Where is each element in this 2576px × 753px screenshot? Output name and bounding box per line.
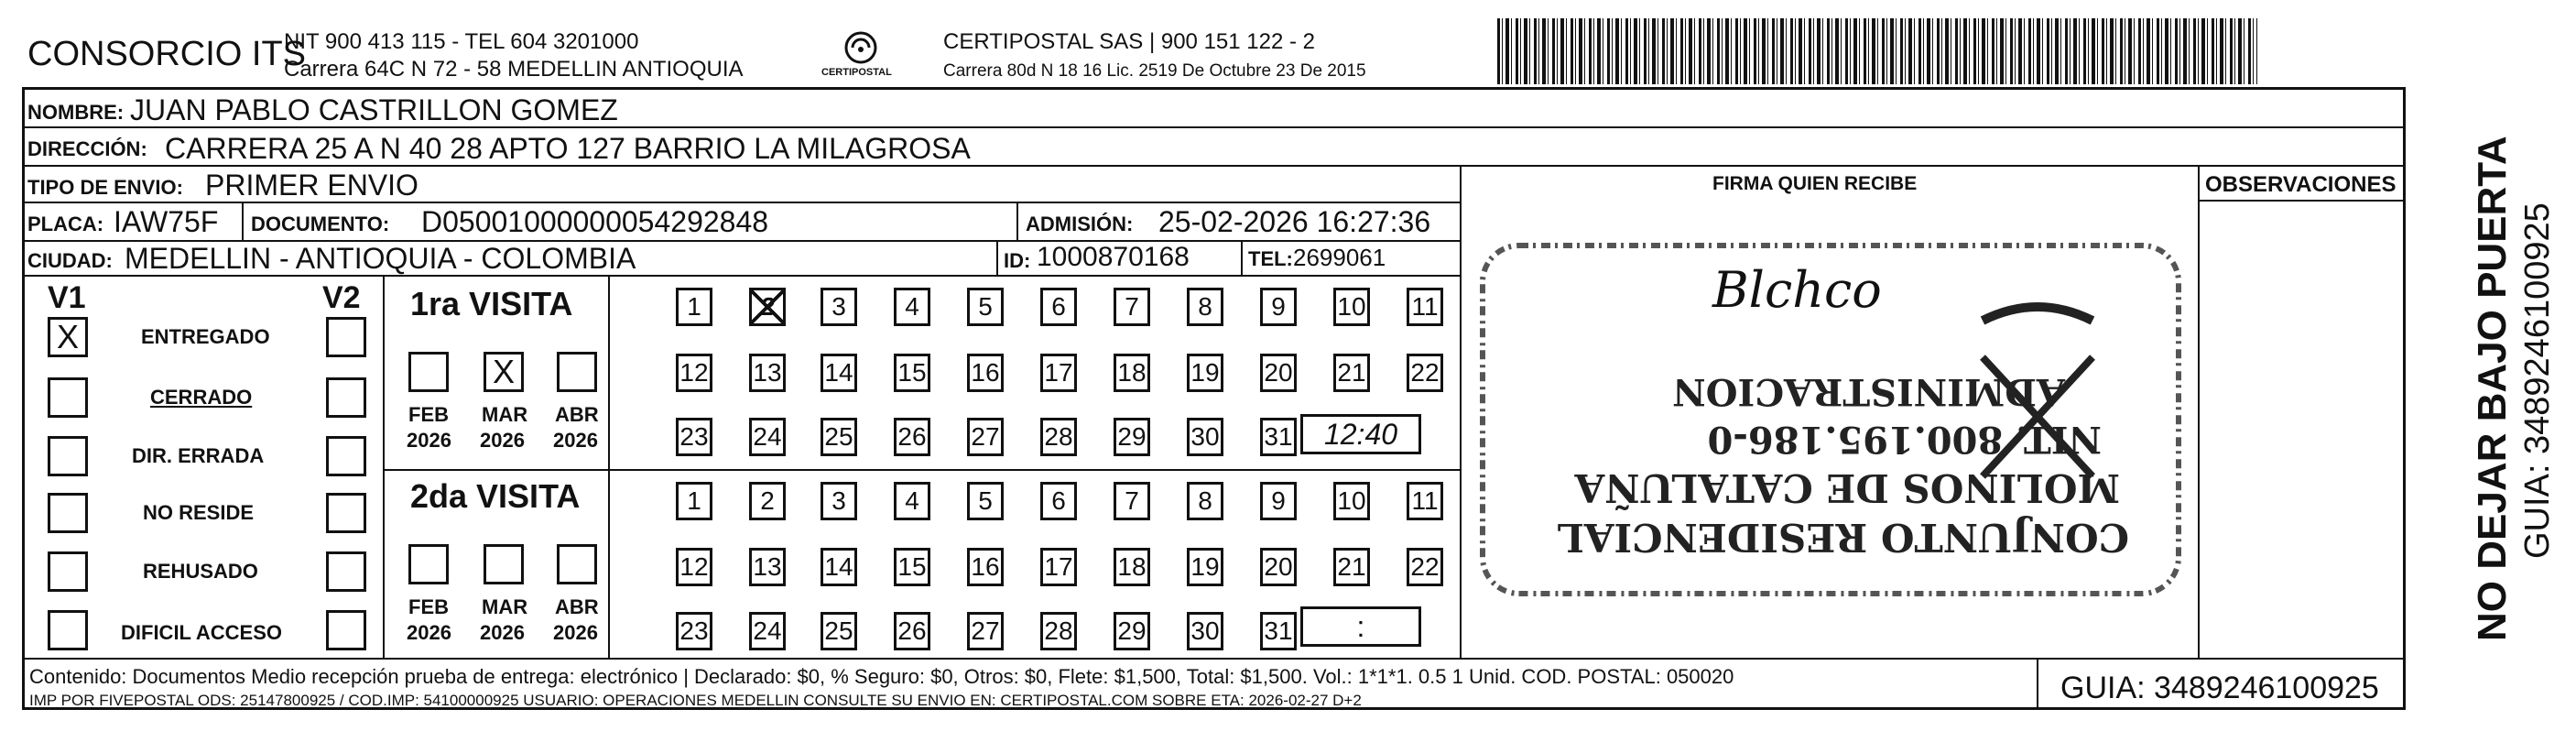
visit1-day-14[interactable]: 14 [821, 354, 857, 392]
visit2-year-feb: 2026 [407, 621, 451, 644]
status-label-cerrado: CERRADO [150, 386, 253, 409]
visit1-day-31[interactable]: 31 [1260, 418, 1297, 456]
visit1-month-abr: ABR [555, 403, 599, 426]
visit1-year-feb: 2026 [407, 429, 451, 452]
visit1-day-27[interactable]: 27 [967, 418, 1004, 456]
visit1-day-16[interactable]: 16 [967, 354, 1004, 392]
carrier-line: CERTIPOSTAL SAS | 900 151 122 - 2 [943, 29, 1315, 54]
name-label: NOMBRE: [27, 101, 125, 124]
status-label-no-reside: NO RESIDE [143, 501, 255, 524]
admission-value: 25-02-2026 16:27:36 [1158, 205, 1431, 238]
address-label: DIRECCIÓN: [27, 137, 147, 160]
tel-value: 2699061 [1293, 244, 1386, 271]
visit2-day-1[interactable]: 1 [676, 482, 712, 520]
visit2-abr-checkbox[interactable] [557, 544, 597, 584]
visit1-day-18[interactable]: 18 [1114, 354, 1150, 392]
footer-guide: GUIA: 3489246100925 [2060, 671, 2379, 705]
v2-cerrado-checkbox[interactable] [326, 377, 366, 418]
v2-header: V2 [322, 280, 361, 315]
visit2-day-2[interactable]: 2 [749, 482, 786, 520]
visit2-month-abr: ABR [555, 595, 599, 618]
status-label-rehusado: REHUSADO [143, 560, 258, 583]
visit1-day-13[interactable]: 13 [749, 354, 786, 392]
visit2-mar-checkbox[interactable] [484, 544, 524, 584]
v2-dificil-acceso-checkbox[interactable] [326, 610, 366, 650]
visit1-day-21[interactable]: 21 [1333, 354, 1370, 392]
visit2-day-22[interactable]: 22 [1407, 548, 1443, 586]
visit2-day-24[interactable]: 24 [749, 612, 786, 650]
visit1-feb-checkbox[interactable] [408, 352, 449, 392]
visit1-day-9[interactable]: 9 [1260, 288, 1297, 326]
visit1-day-23[interactable]: 23 [676, 418, 712, 456]
visit2-year-abr: 2026 [553, 621, 598, 644]
visit2-day-5[interactable]: 5 [967, 482, 1004, 520]
observations-header: OBSERVACIONES [2205, 172, 2397, 197]
shipment-type: PRIMER ENVIO [205, 169, 418, 202]
footer-print-line: IMP POR FIVEPOSTAL ODS: 25147800925 / COD.IMP: 54100000925 USUARIO: OPERACIONES MEDELLIN CONSULTE SU ENVIO EN: CERTIPOSTAL.COM SOBRE ETA: 2026-02-27 D+2 [29, 692, 1362, 709]
visit1-day-22[interactable]: 22 [1407, 354, 1443, 392]
city-label: CIUDAD: [27, 249, 113, 272]
v2-no-reside-checkbox[interactable] [326, 493, 366, 533]
recipient-name: JUAN PABLO CASTRILLON GOMEZ [130, 93, 618, 126]
id-value: 1000870168 [1037, 242, 1190, 272]
stamp-line-1: CONJUNTO RESIDENCIAL [1557, 515, 2129, 560]
company-address: Carrera 64C N 72 - 58 MEDELLIN ANTIOQUIA [284, 57, 744, 82]
visit2-day-19[interactable]: 19 [1187, 548, 1223, 586]
v1-dificil-acceso-checkbox[interactable] [48, 610, 88, 650]
visit2-day-25[interactable]: 25 [821, 612, 857, 650]
certipostal-logo [820, 27, 902, 82]
visit2-day-4[interactable]: 4 [894, 482, 930, 520]
status-label-entregado: ENTREGADO [141, 325, 270, 348]
visit2-day-17[interactable]: 17 [1040, 548, 1077, 586]
visit2-day-26[interactable]: 26 [894, 612, 930, 650]
visit1-day-30[interactable]: 30 [1187, 418, 1223, 456]
document-value: D05001000000054292848 [421, 205, 769, 238]
side-guide: GUIA: 3489246100925 [2518, 202, 2557, 559]
visit1-title: 1ra VISITA [410, 285, 573, 322]
visit2-day-18[interactable]: 18 [1114, 548, 1150, 586]
company-nit: NIT 900 413 115 - TEL 604 3201000 [284, 29, 639, 54]
visit2-day-6[interactable]: 6 [1040, 482, 1077, 520]
visit1-day-2[interactable]: 2 [749, 288, 786, 326]
plate-value: IAW75F [114, 205, 219, 238]
visit1-day-17[interactable]: 17 [1040, 354, 1077, 392]
visit1-day-8[interactable]: 8 [1187, 288, 1223, 326]
visit2-feb-checkbox[interactable] [408, 544, 449, 584]
visit1-day-15[interactable]: 15 [894, 354, 930, 392]
v1-entregado-checkbox[interactable]: X [48, 317, 88, 357]
visit1-day-29[interactable]: 29 [1114, 418, 1150, 456]
v2-rehusado-checkbox[interactable] [326, 551, 366, 592]
visit1-day-3[interactable]: 3 [821, 288, 857, 326]
visit1-day-28[interactable]: 28 [1040, 418, 1077, 456]
visit2-day-9[interactable]: 9 [1260, 482, 1297, 520]
visit1-day-26[interactable]: 26 [894, 418, 930, 456]
visit2-title: 2da VISITA [410, 477, 581, 515]
status-label-dir-errada: DIR. ERRADA [132, 444, 265, 467]
stamp-line-2: MOLINOS DE CATALUÑA [1574, 465, 2120, 510]
visit2-day-12[interactable]: 12 [676, 548, 712, 586]
visit2-day-21[interactable]: 21 [1333, 548, 1370, 586]
visit2-day-30[interactable]: 30 [1187, 612, 1223, 650]
visit2-month-feb: FEB [408, 595, 449, 618]
visit2-day-16[interactable]: 16 [967, 548, 1004, 586]
visit2-day-28[interactable]: 28 [1040, 612, 1077, 650]
visit2-day-27[interactable]: 27 [967, 612, 1004, 650]
visit2-day-23[interactable]: 23 [676, 612, 712, 650]
visit1-mar-checkbox[interactable]: X [484, 352, 524, 392]
visit1-day-10[interactable]: 10 [1333, 288, 1370, 326]
handwritten-signature: Blchco [1712, 261, 1882, 319]
visit1-time[interactable]: 12:40 [1300, 414, 1421, 454]
admission-label: ADMISIÓN: [1026, 213, 1134, 235]
plate-label: PLACA: [27, 213, 104, 235]
visit1-month-feb: FEB [408, 403, 449, 426]
stamp-line-3: NIT. 800.195.186-0 [1707, 418, 2102, 461]
visit1-year-mar: 2026 [480, 429, 525, 452]
visit1-day-6[interactable]: 6 [1040, 288, 1077, 326]
signature-header: FIRMA QUIEN RECIBE [1712, 173, 1918, 194]
visit2-day-20[interactable]: 20 [1260, 548, 1297, 586]
document-label: DOCUMENTO: [251, 213, 390, 235]
company-name: CONSORCIO ITS [27, 35, 307, 73]
type-label: TIPO DE ENVIO: [27, 176, 183, 199]
visit1-day-4[interactable]: 4 [894, 288, 930, 326]
v1-rehusado-checkbox[interactable] [48, 551, 88, 592]
visit1-day-25[interactable]: 25 [821, 418, 857, 456]
visit1-day-5[interactable]: 5 [967, 288, 1004, 326]
visit1-day-1[interactable]: 1 [676, 288, 712, 326]
barcode [1497, 18, 2257, 84]
footer-content-line: Contenido: Documentos Medio recepción prueba de entrega: electrónico | Declarado: $0, % Seguro: $0, Otros: $0, Flete: $1,500, Total: $1,500. Vol.: 1*1*1. 0.5 1 Unid. COD. POSTAL: 050020 [29, 665, 1734, 688]
visit2-day-10[interactable]: 10 [1333, 482, 1370, 520]
visit1-day-11[interactable]: 11 [1407, 288, 1443, 326]
status-label-dificil-acceso: DIFICIL ACCESO [121, 621, 283, 644]
visit2-year-mar: 2026 [480, 621, 525, 644]
visit1-year-abr: 2026 [553, 429, 598, 452]
tel-label: TEL: [1248, 247, 1293, 270]
visit1-day-24[interactable]: 24 [749, 418, 786, 456]
id-label: ID: [1004, 249, 1031, 272]
v2-entregado-checkbox[interactable] [326, 317, 366, 357]
v2-dir-errada-checkbox[interactable] [326, 436, 366, 476]
visit2-day-11[interactable]: 11 [1407, 482, 1443, 520]
visit2-day-15[interactable]: 15 [894, 548, 930, 586]
visit2-day-14[interactable]: 14 [821, 548, 857, 586]
stamp-line-4: ADMINISTRACION [1672, 370, 2065, 413]
visit2-day-13[interactable]: 13 [749, 548, 786, 586]
v1-cerrado-checkbox[interactable] [48, 377, 88, 418]
v1-dir-errada-checkbox[interactable] [48, 436, 88, 476]
visit1-day-19[interactable]: 19 [1187, 354, 1223, 392]
visit2-day-7[interactable]: 7 [1114, 482, 1150, 520]
visit2-day-31[interactable]: 31 [1260, 612, 1297, 650]
visit2-time[interactable]: : [1300, 606, 1421, 647]
logo-text: CERTIPOSTAL [821, 67, 892, 78]
visit2-month-mar: MAR [482, 595, 528, 618]
visit1-month-mar: MAR [482, 403, 528, 426]
visit1-day-20[interactable]: 20 [1260, 354, 1297, 392]
visit2-day-29[interactable]: 29 [1114, 612, 1150, 650]
side-warning: NO DEJAR BAJO PUERTA [2470, 136, 2515, 641]
carrier-address: Carrera 80d N 18 16 Lic. 2519 De Octubre 23 De 2015 [943, 61, 1366, 81]
visit2-day-3[interactable]: 3 [821, 482, 857, 520]
visit1-abr-checkbox[interactable] [557, 352, 597, 392]
recipient-address: CARRERA 25 A N 40 28 APTO 127 BARRIO LA MILAGROSA [165, 132, 971, 165]
visit2-day-8[interactable]: 8 [1187, 482, 1223, 520]
visit1-day-7[interactable]: 7 [1114, 288, 1150, 326]
city-value: MEDELLIN - ANTIOQUIA - COLOMBIA [125, 242, 636, 275]
v1-header: V1 [48, 280, 86, 315]
v1-no-reside-checkbox[interactable] [48, 493, 88, 533]
visit1-day-12[interactable]: 12 [676, 354, 712, 392]
